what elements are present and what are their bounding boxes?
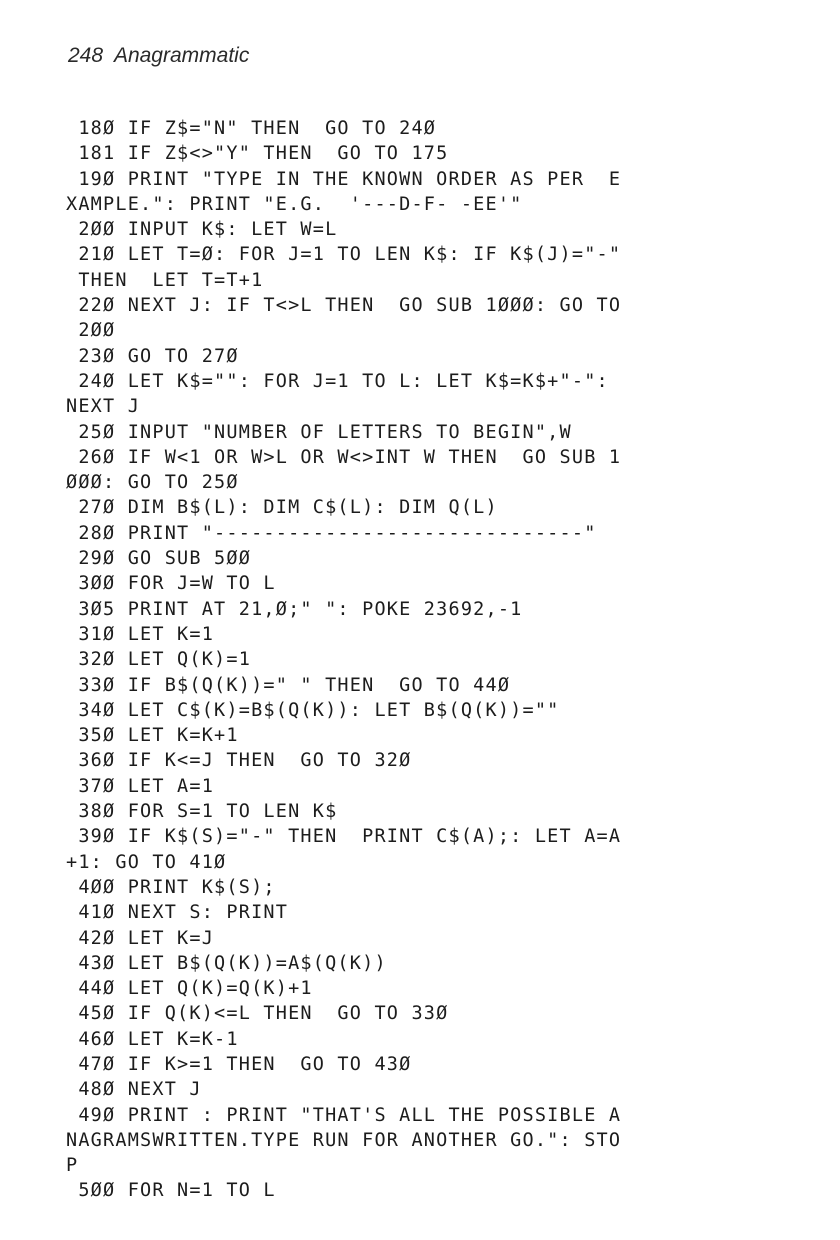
code-line: 18Ø IF Z$="N" THEN GO TO 24Ø <box>66 118 437 139</box>
code-line: 22Ø NEXT J: IF T<>L THEN GO SUB 1ØØØ: GO TO <box>66 295 622 317</box>
page-number: 248 <box>68 44 104 67</box>
code-line: 5ØØ FOR N=1 TO L <box>66 1180 276 1202</box>
code-line: XAMPLE.": PRINT "E.G. '---D-F- -EE'" <box>66 193 523 215</box>
program-listing <box>66 116 806 1204</box>
code-line: 19Ø PRINT "TYPE IN THE KNOWN ORDER AS PER E <box>66 168 622 190</box>
code-line: NEXT J <box>66 396 141 418</box>
code-line: 42Ø LET K=J <box>66 927 215 949</box>
chapter-title: Anagrammatic <box>113 44 250 67</box>
code-line: 47Ø IF K>=1 THEN GO TO 43Ø <box>66 1053 412 1075</box>
code-line: 28Ø PRINT "------------------------------" <box>66 522 597 544</box>
code-line: 23Ø GO TO 27Ø <box>66 345 239 367</box>
code-line: 46Ø LET K=K-1 <box>66 1028 239 1050</box>
code-line: 45Ø IF Q(K)<=L THEN GO TO 33Ø <box>66 1003 449 1025</box>
code-line: 36Ø IF K<=J THEN GO TO 32Ø <box>66 750 412 772</box>
code-line: 41Ø NEXT S: PRINT <box>66 902 289 924</box>
code-line: ØØØ: GO TO 25Ø <box>66 472 239 494</box>
code-line: 34Ø LET C$(K)=B$(Q(K)): LET B$(Q(K))="" <box>66 699 560 721</box>
code-line: 37Ø LET A=1 <box>66 775 215 797</box>
code-line: 48Ø NEXT J <box>66 1079 202 1101</box>
code-line: 26Ø IF W<1 OR W>L OR W<>INT W THEN GO SUB 1 <box>66 446 622 468</box>
code-line: 32Ø LET Q(K)=1 <box>66 649 252 671</box>
code-line: 29Ø GO SUB 5ØØ <box>66 548 252 570</box>
code-line: NAGRAMSWRITTEN.TYPE RUN FOR ANOTHER GO.": STO <box>66 1129 622 1151</box>
code-line: 38Ø FOR S=1 TO LEN K$ <box>66 801 338 823</box>
page-header <box>68 44 249 68</box>
code-line: 35Ø LET K=K+1 <box>66 725 239 747</box>
code-line: 33Ø IF B$(Q(K))=" " THEN GO TO 44Ø <box>66 674 511 696</box>
code-line: 49Ø PRINT : PRINT "THAT'S ALL THE POSSIBLE A <box>66 1104 622 1126</box>
code-line: 2ØØ <box>66 320 116 342</box>
code-line: 3Ø5 PRINT AT 21,Ø;" ": POKE 23692,-1 <box>66 598 523 620</box>
code-line: P <box>66 1155 79 1177</box>
code-line: 44Ø LET Q(K)=Q(K)+1 <box>66 978 313 1000</box>
code-line: +1: GO TO 41Ø <box>66 851 227 873</box>
code-line: 181 IF Z$<>"Y" THEN GO TO 175 <box>66 143 449 165</box>
code-line: 24Ø LET K$="": FOR J=1 TO L: LET K$=K$+"-": <box>66 370 609 392</box>
code-line: 39Ø IF K$(S)="-" THEN PRINT C$(A);: LET A=A <box>66 826 622 848</box>
code-line: 31Ø LET K=1 <box>66 623 215 645</box>
code-line: 27Ø DIM B$(L): DIM C$(L): DIM Q(L) <box>66 497 498 519</box>
code-line: 3ØØ FOR J=W TO L <box>66 573 276 595</box>
code-line: 25Ø INPUT "NUMBER OF LETTERS TO BEGIN",W <box>66 421 572 443</box>
code-line: 4ØØ PRINT K$(S); <box>66 876 276 898</box>
code-line: 43Ø LET B$(Q(K))=A$(Q(K)) <box>66 952 387 974</box>
code-line: 21Ø LET T=Ø: FOR J=1 TO LEN K$: IF K$(J)="-" <box>66 244 622 266</box>
code-line: 2ØØ INPUT K$: LET W=L <box>66 219 338 241</box>
code-line: THEN LET T=T+1 <box>66 269 264 291</box>
